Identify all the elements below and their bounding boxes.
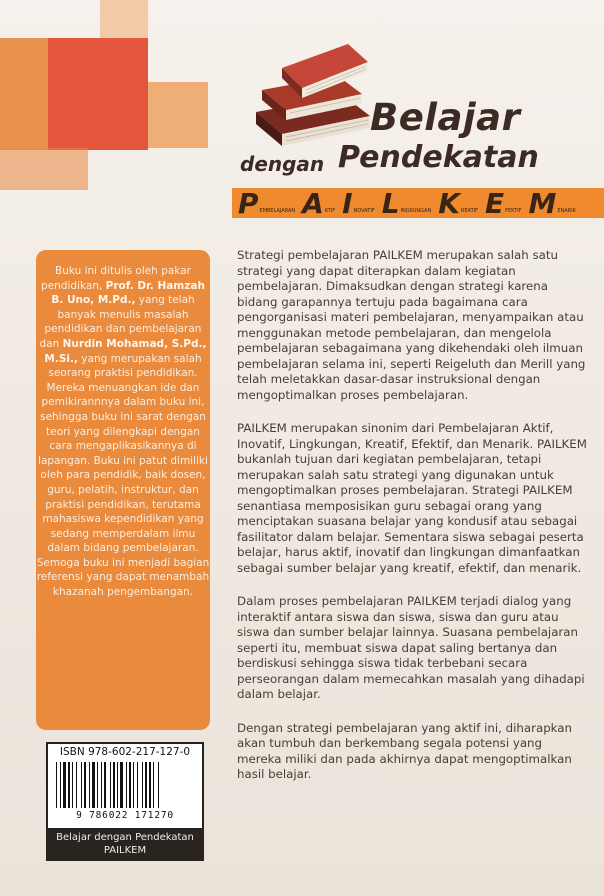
isbn-barcode: [46, 742, 204, 830]
pailkem-initial: K: [438, 187, 460, 220]
author-blurb-panel: [36, 250, 210, 730]
pailkem-initial: L: [381, 187, 400, 220]
pailkem-suffix: FEKTIF: [505, 208, 522, 214]
author-name: Nurdin Mohamad, S.Pd., M.Si.,: [44, 337, 207, 365]
barcode-bars-icon: [52, 762, 198, 808]
pailkem-suffix: EMBELAJARAN: [259, 208, 296, 214]
pailkem-initial: E: [484, 187, 505, 220]
title-belajar: Belajar: [370, 96, 521, 139]
author-blurb: [36, 264, 210, 600]
caption-line: Belajar dengan Pendekatan: [56, 832, 194, 843]
title-caption: [46, 829, 204, 861]
title-dengan: dengan: [240, 152, 325, 176]
blurb-text: yang telah banyak menulis masalah pendidikan dan pembelajaran dan: [39, 294, 202, 350]
pailkem-letter: [484, 187, 522, 220]
pailkem-initial: A: [302, 187, 324, 220]
decor-square: [148, 82, 208, 148]
caption-line: PAILKEM: [103, 845, 147, 856]
pailkem-initial: M: [528, 187, 557, 220]
author-name: Prof. Dr. Hamzah B. Uno, M.Pd.,: [51, 279, 205, 307]
pailkem-suffix: ENARIK: [557, 208, 576, 214]
blurb-text: Buku ini ditulis oleh pakar pendidikan,: [41, 265, 191, 292]
synopsis-paragraph: Dalam proses pembelajaran PAILKEM terjadi dialog yang interaktif antara siswa dan siswa, siswa dan guru atau siswa dan sumber belajar lainnya. Suasana pembelajaran seperti itu, membuat siswa dapat saling bertanya dan berdiskusi sehingga siswa tidak terbebani secara perseorangan dalam memecahkan masalah yang dihadapi dalam belajar.: [237, 594, 585, 701]
isbn-label: ISBN 978-602-217-127-0: [59, 746, 191, 758]
pailkem-initial: P: [238, 187, 259, 220]
blurb-text: yang merupakan salah seorang praktisi pendidikan. Mereka menuangkan ide dan pemikirannnya dalam buku ini, sehingga buku ini sarat dengan teori yang dilengkapi dengan cara mengaplikasikannya di lapangan. Buku ini patut dimiliki oleh para pendidik, baik dosen, guru, pelatih, instruktur, dan praktisi pendidikan, terutama mahasiswa kependidikan yang sedang memperdalam ilmu dalam bidang pembelajaran. Semoga buku ini menjadi bagian referensi yang dapat menambah khazanah pengembangan.: [36, 352, 210, 599]
synopsis-paragraph: PAILKEM merupakan sinonim dari Pembelajaran Aktif, Inovatif, Lingkungan, Kreatif, Efektif, dan Menarik. PAILKEM bukanlah tujuan dari kegiatan pembelajaran, tetapi merupakan salah satu strategi yang digunakan untuk mengoptimalkan proses pembelajaran. Strategi PAILKEM senantiasa memposisikan guru sebagai orang yang menciptakan suasana belajar yang kondusif atau sebagai fasilitator dalam belajar. Sementara siswa sebagai peserta belajar, harus aktif, inovatif dan lingkungan dimanfaatkan sebagai sumber belajar yang kreatif, efektif, dan menarik.: [237, 421, 587, 575]
decor-square: [0, 148, 88, 190]
pailkem-suffix: NOVATIF: [353, 208, 375, 214]
synopsis-paragraph: Strategi pembelajaran PAILKEM merupakan salah satu strategi yang dapat diterapkan dalam kegiatan pembelajaran. Dimaksudkan dengan strategi karena bidang garapannya tertuju pada bagaimana cara pengorganisasi materi pembelajaran, menyampaikan atau menggunakan metode pembelajaran, dan mengelola pembelajaran sebagaimana yang dikehendaki oleh ilmuan pembelajaran selama ini, seperti Reigeluth dan Merill yang telah meletakkan dasar-dasar instruksional dengan mengoptimalkan proses pembelajaran.: [237, 248, 586, 402]
pailkem-letter: [302, 187, 336, 220]
title-pendekatan: Pendekatan: [338, 140, 539, 175]
pailkem-letter: [238, 187, 296, 220]
pailkem-letter: [528, 187, 576, 220]
pailkem-letter: [342, 187, 375, 220]
pailkem-suffix: INGKUNGAN: [400, 208, 432, 214]
pailkem-letter: [438, 187, 478, 220]
pailkem-letter: [381, 187, 432, 220]
decor-square: [48, 38, 148, 150]
books-stack-icon: [252, 38, 372, 148]
pailkem-banner: [232, 188, 604, 218]
pailkem-suffix: REATIF: [460, 208, 478, 214]
decor-square: [100, 0, 148, 38]
synopsis-paragraph: Dengan strategi pembelajaran yang aktif ini, diharapkan akan tumbuh dan berkembang segala potensi yang mereka miliki dan pada akhirnya dapat mengoptimalkan hasil belajar.: [237, 720, 573, 781]
synopsis: [237, 248, 589, 801]
pailkem-initial: I: [342, 187, 353, 220]
barcode-digits: 9 786022 171270: [76, 810, 174, 821]
pailkem-suffix: KTIF: [324, 208, 336, 214]
